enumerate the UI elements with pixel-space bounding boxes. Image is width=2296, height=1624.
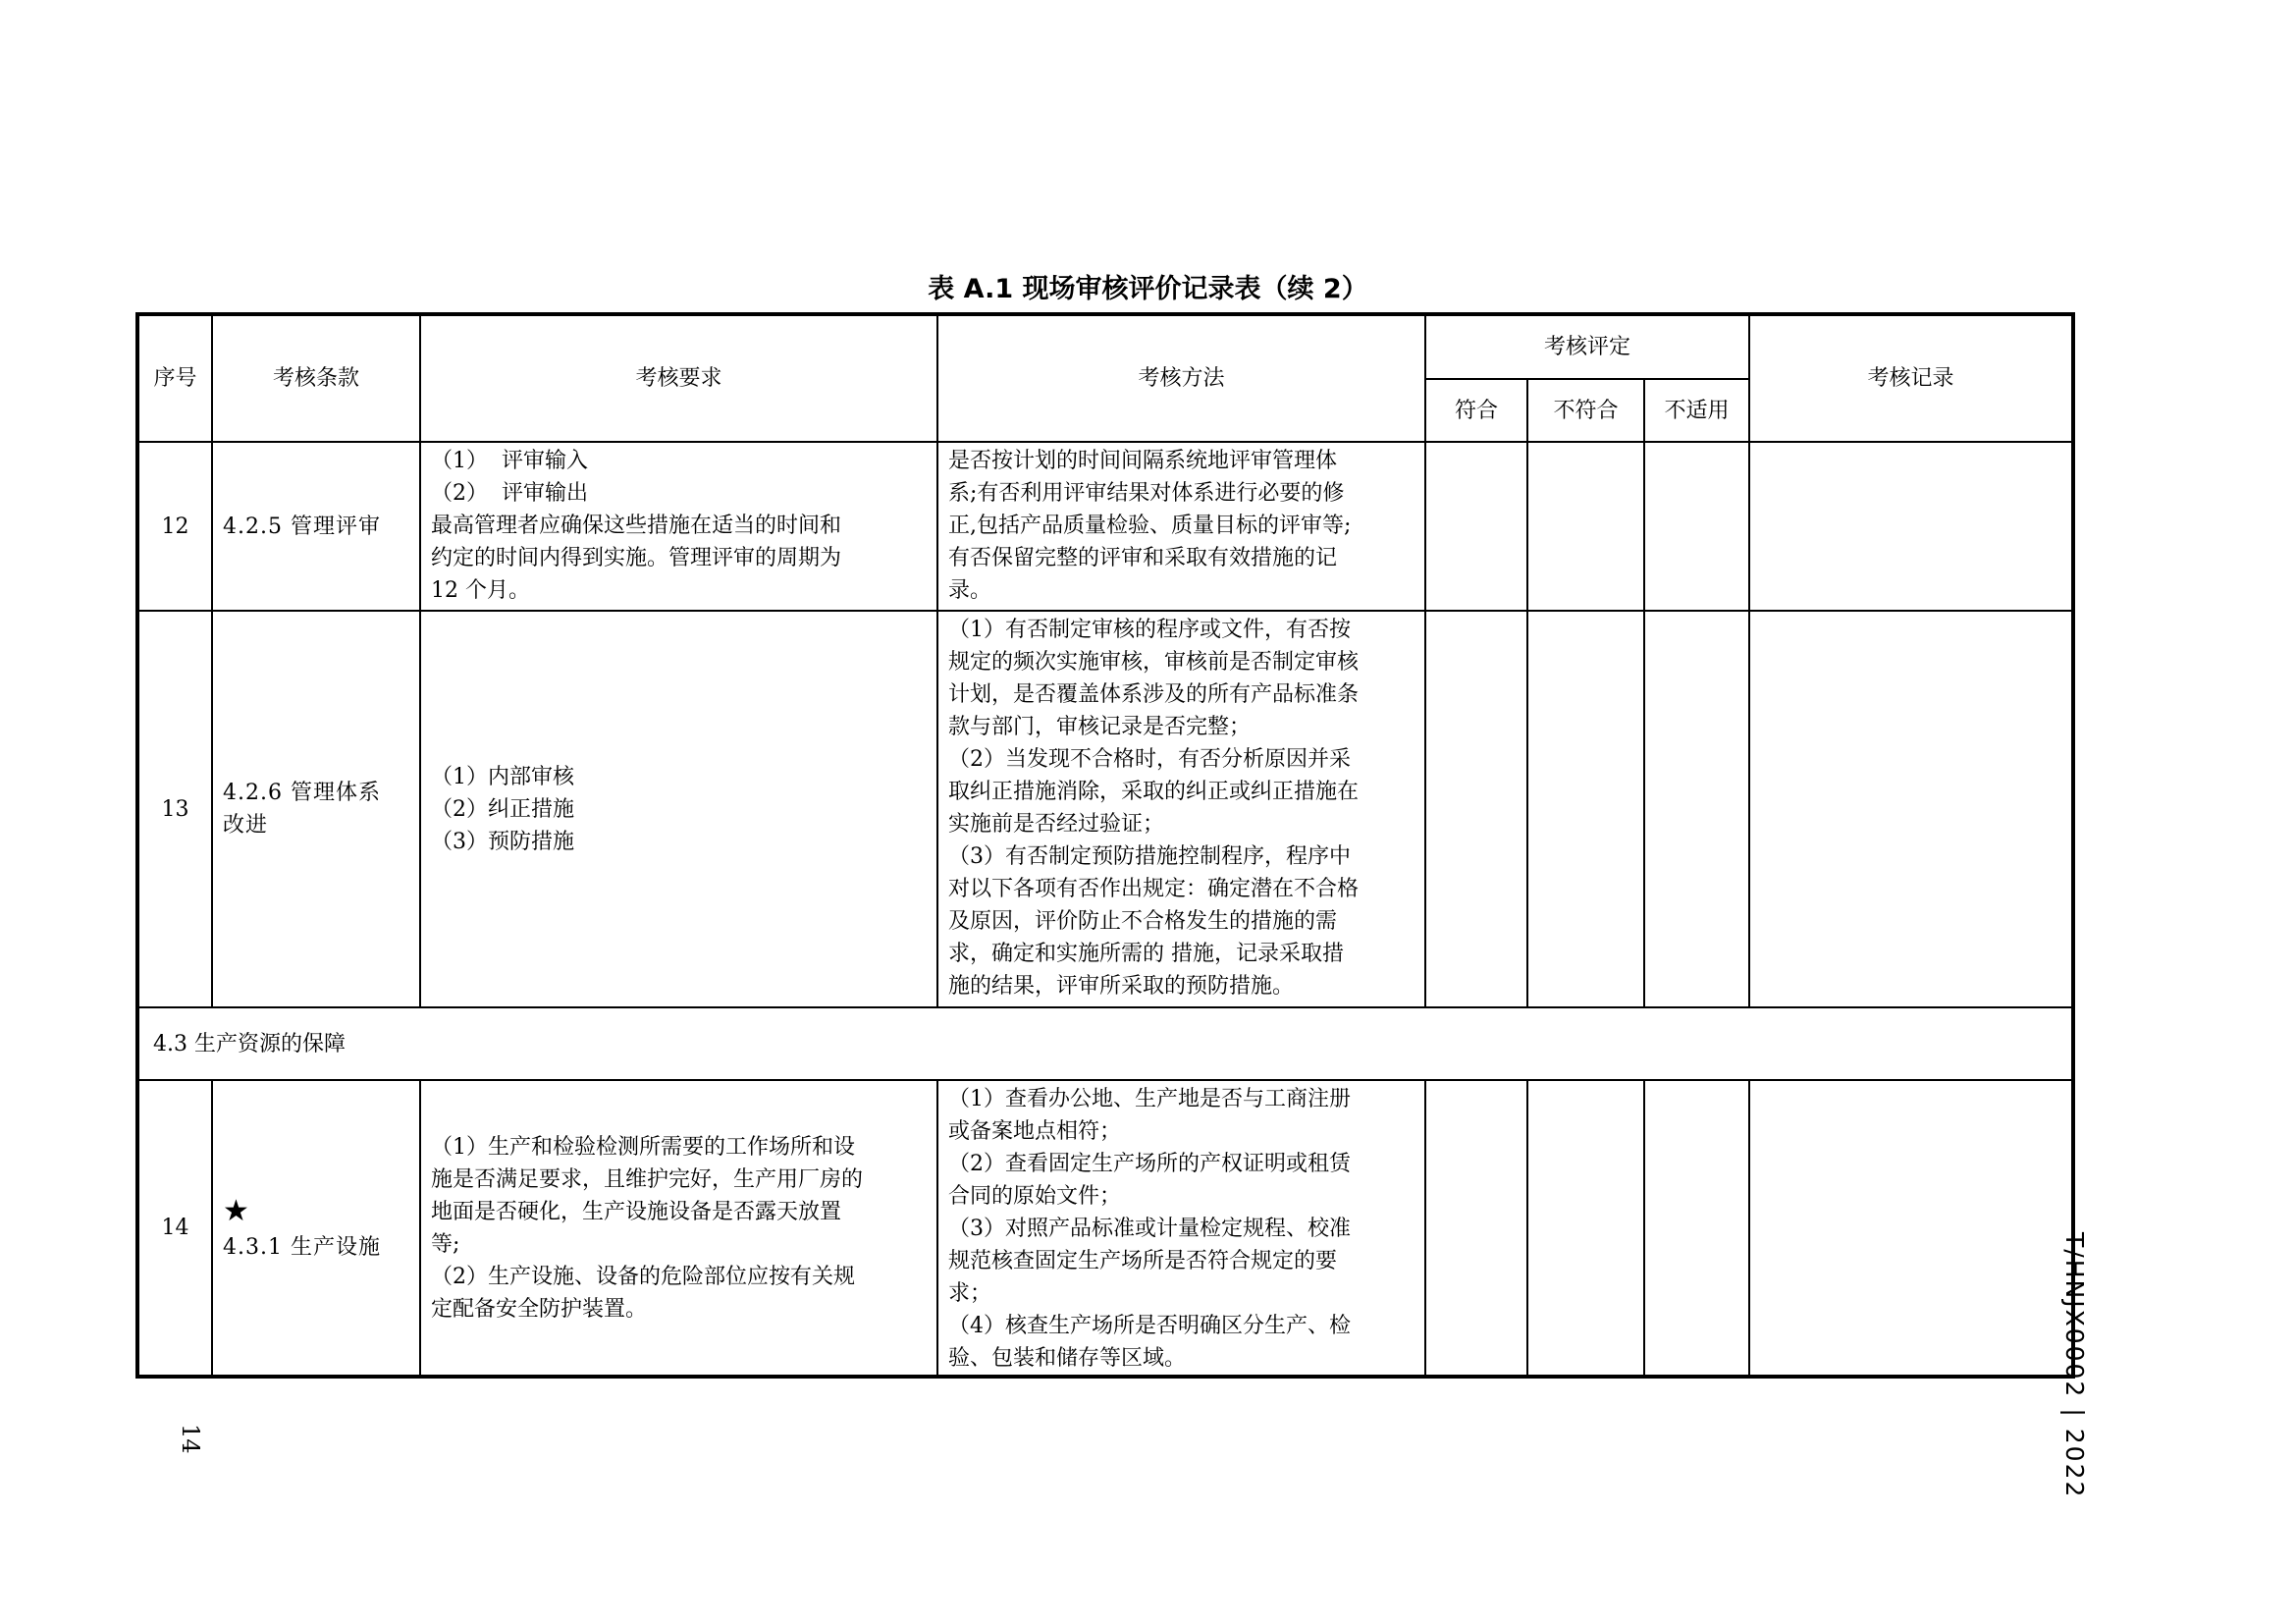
- header-evaluation: 考核评定: [1425, 314, 1749, 379]
- audit-record-table: [135, 312, 2075, 1379]
- text-line: （2）生产设施、设备的危险部位应按有关规: [431, 1264, 855, 1289]
- text-line: 求，确定和实施所需的 措施，记录采取措: [948, 942, 1344, 966]
- text-line: 取纠正措施消除，采取的纠正或纠正措施在: [948, 780, 1360, 804]
- table-row: [137, 1080, 2073, 1377]
- row-clause: [212, 611, 420, 1007]
- divider: |: [2060, 1408, 2089, 1419]
- text-line: （2）查看固定生产场所的产权证明或租赁: [948, 1152, 1351, 1176]
- header-seq: 序号: [137, 314, 212, 442]
- text-line: （1）内部审核: [431, 764, 574, 789]
- text-line: 有否保留完整的评审和采取有效措施的记: [948, 546, 1338, 570]
- header-clause: 考核条款: [212, 314, 420, 442]
- header-method: 考核方法: [937, 314, 1425, 442]
- table-title: 表 A.1 现场审核评价记录表（续 2）: [928, 274, 1368, 304]
- text-line: （1）查看办公地、生产地是否与工商注册: [948, 1087, 1351, 1111]
- row-method: [937, 442, 1425, 611]
- cell-na[interactable]: [1644, 1080, 1749, 1377]
- row-clause: 4.2.5 管理评审: [212, 442, 420, 611]
- text-line: （1）生产和检验检测所需要的工作场所和设: [431, 1134, 855, 1160]
- text-line: （4）核查生产场所是否明确区分生产、检: [948, 1314, 1351, 1338]
- header-nonconform: 不符合: [1527, 379, 1644, 442]
- cell-record[interactable]: [1749, 611, 2073, 1007]
- row-method: [937, 611, 1425, 1007]
- cell-record[interactable]: [1749, 442, 2073, 611]
- cell-nonconform[interactable]: [1527, 1080, 1644, 1377]
- text-line: 地面是否硬化，生产设施设备是否露天放置: [431, 1199, 842, 1224]
- text-line: 4.2.6 管理体系: [223, 781, 381, 805]
- text-line: 计划，是否覆盖体系涉及的所有产品标准条: [948, 682, 1360, 707]
- text-line: （3）对照产品标准或计量检定规程、校准: [948, 1217, 1351, 1241]
- table-row: [137, 442, 2073, 611]
- text-line: 合同的原始文件；: [948, 1184, 1122, 1209]
- row-requirement: [420, 611, 937, 1007]
- text-line: 款与部门，审核记录是否完整；: [948, 715, 1252, 739]
- row-seq: 13: [137, 611, 212, 1007]
- section-row: [137, 1007, 2073, 1080]
- text-line: 录。: [948, 578, 992, 603]
- text-line: 等;: [431, 1231, 460, 1257]
- cell-conform[interactable]: [1425, 442, 1527, 611]
- cell-record[interactable]: [1749, 1080, 2073, 1377]
- text-line: 定配备安全防护装置。: [431, 1296, 648, 1322]
- star-icon: ★: [223, 1194, 250, 1228]
- text-line: 改进: [223, 813, 269, 838]
- header-requirement: 考核要求: [420, 314, 937, 442]
- standard-year: 2022: [2060, 1428, 2089, 1499]
- text-line: 12 个月。: [431, 578, 530, 603]
- page-number: 14: [177, 1424, 204, 1454]
- text-line: 实施前是否经过验证；: [948, 812, 1165, 837]
- text-line: 求；: [948, 1281, 992, 1306]
- text-line: 施的结果，评审所采取的预防措施。: [948, 974, 1295, 999]
- row-requirement: [420, 1080, 937, 1377]
- text-line: 系;有否利用评审结果对体系进行必要的修: [948, 481, 1345, 506]
- row-clause: [212, 1080, 420, 1377]
- row-seq: 12: [137, 442, 212, 611]
- text-line: （2）当发现不合格时，有否分析原因并采: [948, 747, 1351, 772]
- row-requirement: [420, 442, 937, 611]
- text-line: （2） 评审输出: [431, 481, 588, 506]
- text-line: 是否按计划的时间间隔系统地评审管理体: [948, 449, 1338, 473]
- text-line: 规范核查固定生产场所是否符合规定的要: [948, 1249, 1338, 1273]
- text-line: 施是否满足要求，且维护完好，生产用厂房的: [431, 1166, 864, 1192]
- table-row: [137, 611, 2073, 1007]
- cell-conform[interactable]: [1425, 611, 1527, 1007]
- cell-nonconform[interactable]: [1527, 442, 1644, 611]
- header-record: 考核记录: [1749, 314, 2073, 442]
- text-line: 对以下各项有否作出规定：确定潜在不合格: [948, 877, 1360, 901]
- header-conform: 符合: [1425, 379, 1527, 442]
- standard-code: [2060, 1232, 2089, 1498]
- text-line: 约定的时间内得到实施。管理评审的周期为: [431, 546, 842, 570]
- text-line: （3）预防措施: [431, 829, 574, 854]
- text-line: （1）有否制定审核的程序或文件，有否按: [948, 618, 1351, 642]
- header-na: 不适用: [1644, 379, 1749, 442]
- row-seq: 14: [137, 1080, 212, 1377]
- cell-nonconform[interactable]: [1527, 611, 1644, 1007]
- text-line: （1） 评审输入: [431, 449, 588, 473]
- cell-conform[interactable]: [1425, 1080, 1527, 1377]
- text-line: 最高管理者应确保这些措施在适当的时间和: [431, 514, 842, 538]
- text-line: 规定的频次实施审核，审核前是否制定审核: [948, 650, 1360, 675]
- text-line: （3）有否制定预防措施控制程序，程序中: [948, 844, 1351, 869]
- text-line: （2）纠正措施: [431, 796, 574, 822]
- section-title: 4.3 生产资源的保障: [137, 1007, 2073, 1080]
- clause-label: 4.3.1 生产设施: [223, 1235, 381, 1260]
- text-line: 验、包装和储存等区域。: [948, 1346, 1187, 1371]
- standard-number: T/HNJX0002: [2060, 1232, 2089, 1399]
- text-line: 正,包括产品质量检验、质量目标的评审等;: [948, 514, 1352, 538]
- text-line: 及原因，评价防止不合格发生的措施的需: [948, 909, 1338, 934]
- row-method: [937, 1080, 1425, 1377]
- text-line: 或备案地点相符；: [948, 1119, 1122, 1144]
- cell-na[interactable]: [1644, 442, 1749, 611]
- cell-na[interactable]: [1644, 611, 1749, 1007]
